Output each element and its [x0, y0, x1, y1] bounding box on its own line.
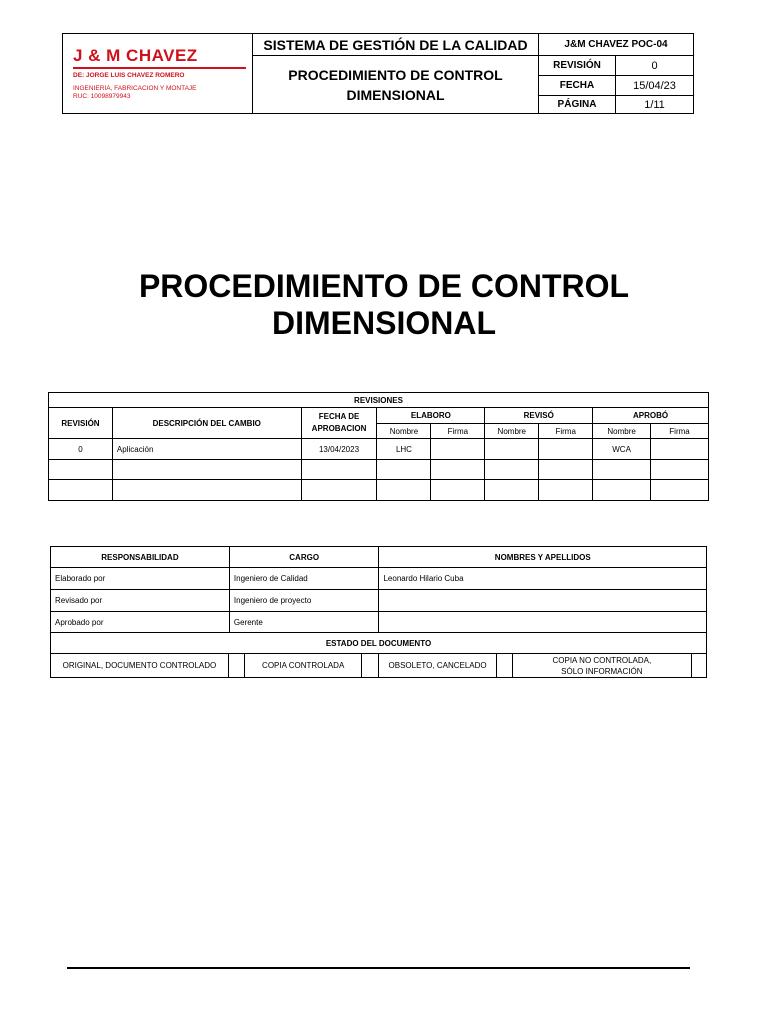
document-status-title: ESTADO DEL DOCUMENTO: [51, 633, 707, 654]
row-elaboro-firma: [431, 460, 485, 480]
sub-elaboro-nombre: Nombre: [377, 424, 431, 439]
row-description: Aplicación: [112, 439, 301, 460]
revision-label: REVISIÓN: [539, 56, 616, 76]
row-date: [301, 460, 377, 480]
row-responsabilidad: Elaborado por: [51, 568, 230, 590]
revision-row: [49, 480, 709, 501]
status-no-controlada-checkbox: [691, 654, 706, 678]
row-elaboro-firma: [431, 480, 485, 501]
col-revision: REVISIÓN: [49, 408, 113, 439]
status-obsoleto-checkbox: [496, 654, 512, 678]
col-reviso: REVISÓ: [485, 408, 593, 424]
status-copia-label: COPIA CONTROLADA: [245, 654, 362, 678]
status-no-controlada-label: [512, 654, 691, 678]
row-aprobo-nombre: WCA: [593, 439, 651, 460]
logo-underline: [73, 67, 246, 69]
responsibility-row: [51, 590, 707, 612]
row-date: 13/04/2023: [301, 439, 377, 460]
status-original-checkbox: [228, 654, 244, 678]
document-code: J&M CHAVEZ POC-04: [539, 34, 694, 56]
row-aprobo-firma: [651, 480, 709, 501]
row-revision: 0: [49, 439, 113, 460]
row-elaboro-nombre: [377, 480, 431, 501]
sub-reviso-firma: Firma: [539, 424, 593, 439]
row-revision: [49, 480, 113, 501]
page-title-line-2: DIMENSIONAL: [272, 305, 496, 341]
sub-aprobo-firma: Firma: [651, 424, 709, 439]
col-responsabilidad: RESPONSABILIDAD: [51, 547, 230, 568]
row-cargo: Ingeniero de proyecto: [229, 590, 379, 612]
page-label: PÁGINA: [539, 96, 616, 114]
row-reviso-firma: [539, 460, 593, 480]
sub-elaboro-firma: Firma: [431, 424, 485, 439]
row-aprobo-firma: [651, 439, 709, 460]
page-value: 1/11: [616, 96, 694, 114]
date-label: FECHA: [539, 76, 616, 96]
page-title: [0, 268, 768, 342]
row-reviso-firma: [539, 439, 593, 460]
status-original-label: ORIGINAL, DOCUMENTO CONTROLADO: [51, 654, 229, 678]
revision-row: [49, 439, 709, 460]
logo-company-name: J & M CHAVEZ: [73, 45, 198, 65]
responsibility-row: [51, 612, 707, 633]
responsibilities-table: [50, 546, 707, 678]
sub-aprobo-nombre: Nombre: [593, 424, 651, 439]
revision-row: [49, 460, 709, 480]
row-reviso-firma: [539, 480, 593, 501]
row-description: [112, 460, 301, 480]
revisions-table: [48, 392, 709, 501]
sub-reviso-nombre: Nombre: [485, 424, 539, 439]
row-elaboro-nombre: LHC: [377, 439, 431, 460]
status-obsoleto-label: OBSOLETO, CANCELADO: [379, 654, 496, 678]
row-reviso-nombre: [485, 439, 539, 460]
company-logo: [63, 34, 253, 114]
system-title: SISTEMA DE GESTIÓN DE LA CALIDAD: [253, 34, 539, 56]
status-no-controlada-line-1: COPIA NO CONTROLADA,: [552, 655, 652, 665]
row-reviso-nombre: [485, 460, 539, 480]
revision-value: 0: [616, 56, 694, 76]
row-elaboro-nombre: [377, 460, 431, 480]
row-description: [112, 480, 301, 501]
row-elaboro-firma: [431, 439, 485, 460]
responsibility-row: [51, 568, 707, 590]
row-responsabilidad: Revisado por: [51, 590, 230, 612]
row-date: [301, 480, 377, 501]
page-title-line-1: PROCEDIMIENTO DE CONTROL: [138, 268, 630, 304]
row-responsabilidad: Aprobado por: [51, 612, 230, 633]
row-nombre: [379, 590, 707, 612]
footer-rule: [67, 967, 690, 969]
col-nombres: NOMBRES Y APELLIDOS: [379, 547, 707, 568]
col-approval-date: FECHA DE APROBACION: [301, 408, 377, 439]
row-aprobo-nombre: [593, 460, 651, 480]
row-nombre: Leonardo Hilario Cuba: [379, 568, 707, 590]
procedure-title-text: PROCEDIMIENTO DE CONTROL DIMENSIONAL: [288, 66, 503, 103]
col-cargo: CARGO: [229, 547, 379, 568]
row-nombre: [379, 612, 707, 633]
row-cargo: Gerente: [229, 612, 379, 633]
row-aprobo-nombre: [593, 480, 651, 501]
logo-activity: INGENIERIA, FABRICACION Y MONTAJE: [73, 84, 197, 92]
status-copia-checkbox: [362, 654, 379, 678]
logo-ruc: RUC: 10098979943: [73, 92, 131, 100]
row-aprobo-firma: [651, 460, 709, 480]
document-header: [62, 33, 694, 114]
revisions-title: REVISIONES: [49, 393, 709, 408]
logo-owner: DE: JORGE LUIS CHAVEZ ROMERO: [73, 71, 185, 79]
row-cargo: Ingeniero de Calidad: [229, 568, 379, 590]
date-value: 15/04/23: [616, 76, 694, 96]
col-aprobo: APROBÓ: [593, 408, 709, 424]
status-no-controlada-line-2: SÓLO INFORMACIÓN: [561, 666, 643, 676]
col-description: DESCRIPCIÓN DEL CAMBIO: [112, 408, 301, 439]
row-revision: [49, 460, 113, 480]
procedure-title: [253, 56, 539, 114]
row-reviso-nombre: [485, 480, 539, 501]
col-elaboro: ELABORO: [377, 408, 485, 424]
